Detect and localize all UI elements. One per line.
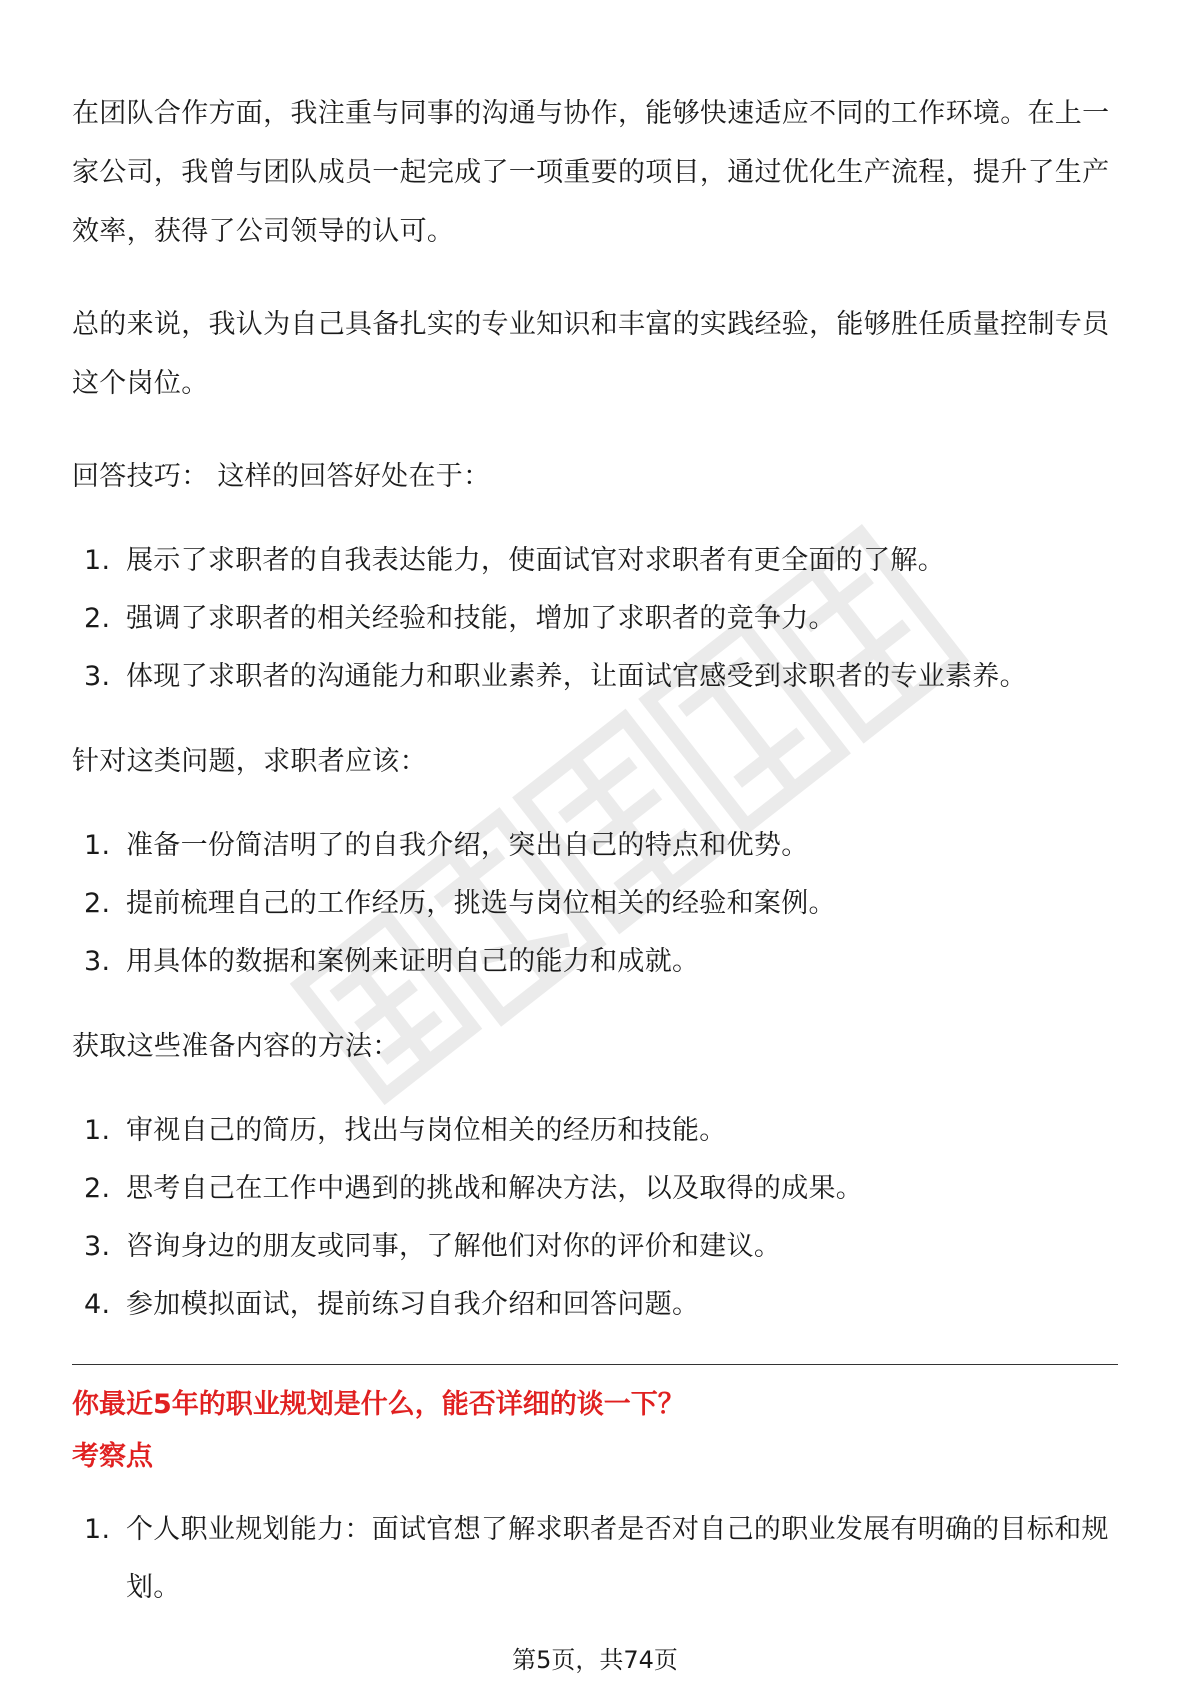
list-item: 3. 用具体的数据和案例来证明自己的能力和成就。: [84, 946, 700, 977]
paragraph-candidate-should: 针对这类问题，求职者应该：: [72, 746, 427, 777]
paragraph-summary: 总的来说，我认为自己具备扎实的专业知识和丰富的实践经验，能够胜任质量控制专员这个岗位。: [72, 309, 1110, 399]
list-item: 3. 体现了求职者的沟通能力和职业素养，让面试官感受到求职者的专业素养。: [84, 661, 1027, 692]
advantages-list: [72, 532, 1118, 706]
preparation-list: [72, 817, 1118, 991]
section-label: 考察点: [72, 1441, 153, 1472]
paragraph-teamwork: 在团队合作方面，我注重与同事的沟通与协作，能够快速适应不同的工作环境。在上一家公司，我曾与团队成员一起完成了一项重要的项目，通过优化生产流程，提升了生产效率，获得了公司领导的认可。: [72, 98, 1110, 247]
list-item: 2. 思考自己在工作中遇到的挑战和解决方法，以及取得的成果。: [84, 1173, 864, 1204]
paragraph-answer-tips: 回答技巧： 这样的回答好处在于：: [72, 461, 491, 492]
list-item: 1. 准备一份简洁明了的自我介绍，突出自己的特点和优势。: [84, 830, 809, 861]
list-item: 1. 展示了求职者的自我表达能力，使面试官对求职者有更全面的了解。: [84, 545, 945, 576]
list-item: 1. 审视自己的简历，找出与岗位相关的经历和技能。: [84, 1115, 727, 1146]
methods-list: [72, 1102, 1118, 1334]
paragraph-methods: 获取这些准备内容的方法：: [72, 1031, 400, 1062]
question-heading: 你最近5年的职业规划是什么，能否详细的谈一下？: [72, 1389, 685, 1420]
page-number-footer: 第5页，共74页: [512, 1646, 678, 1674]
assessment-points-list: [72, 1501, 1118, 1617]
section-divider: [72, 1364, 1118, 1365]
list-item: 2. 提前梳理自己的工作经历，挑选与岗位相关的经验和案例。: [84, 888, 836, 919]
list-item: 3. 咨询身边的朋友或同事，了解他们对你的评价和建议。: [84, 1231, 782, 1262]
list-item: 2. 强调了求职者的相关经验和技能，增加了求职者的竞争力。: [84, 603, 836, 634]
list-item: 1. 个人职业规划能力：面试官想了解求职者是否对自己的职业发展有明确的目标和规划。: [84, 1514, 1109, 1603]
list-item: 4. 参加模拟面试，提前练习自我介绍和回答问题。: [84, 1289, 700, 1320]
document-page: [72, 84, 1118, 1643]
